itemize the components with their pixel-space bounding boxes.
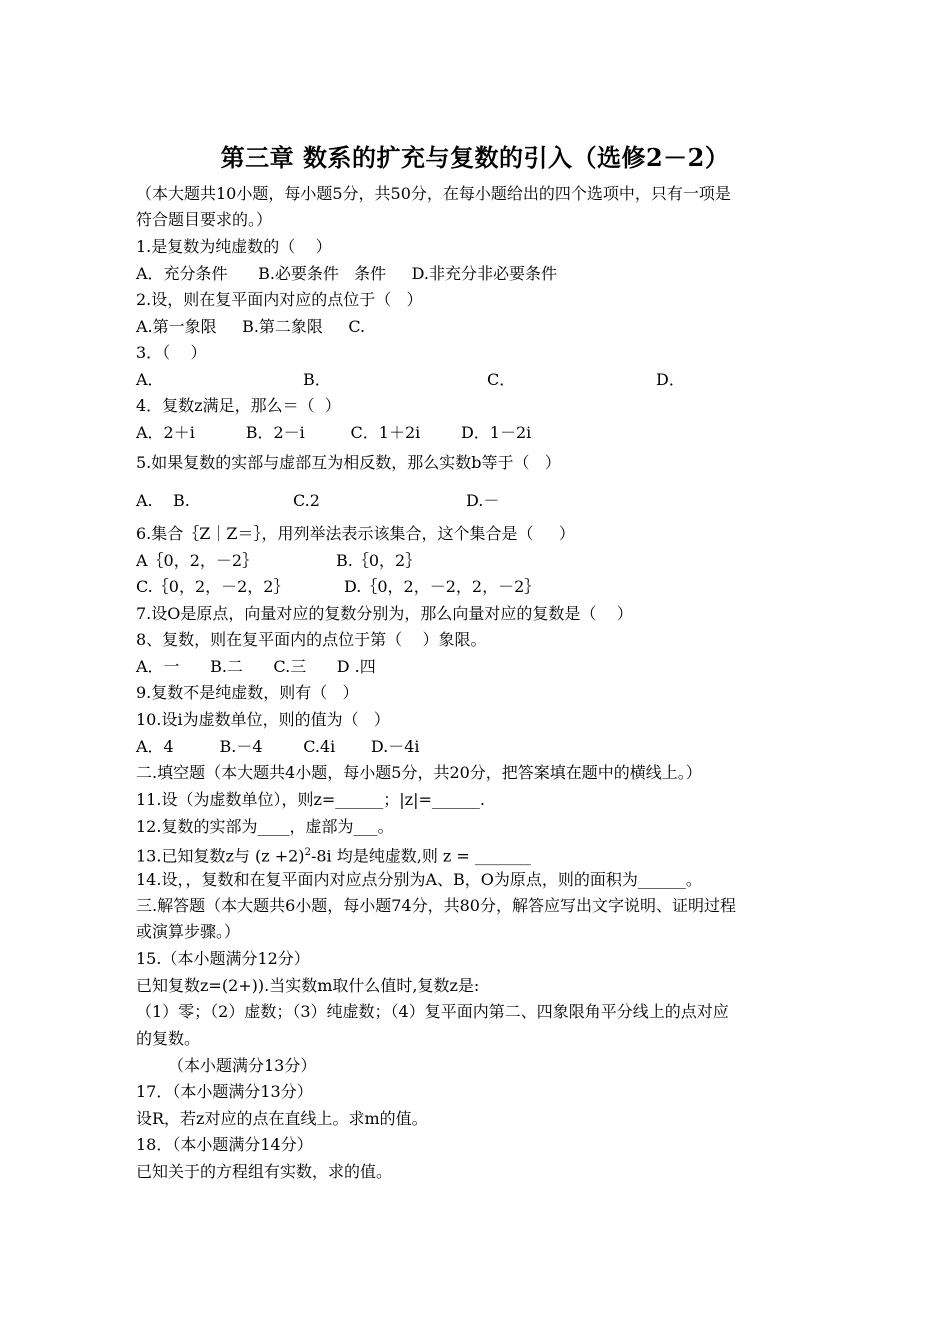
section-2-heading: 二.填空题（本大题共4小题，每小题5分，共20分，把答案填在题中的横线上。） [136,763,702,782]
question-4-options: A．2＋i B．2－i C．1＋2i D．1－2i [136,423,532,442]
question-1-options: A．充分条件 B.必要条件 条件 D.非充分非必要条件 [136,264,557,283]
question-18: 18．（本小题满分14分） [136,1135,313,1154]
question-6-option-b: B.｛0，2｝ [336,551,422,570]
question-7: 7.设O是原点，向量对应的复数分别为，那么向量对应的复数是（ ） [136,604,633,623]
question-18-text: 已知关于的方程组有实数，求的值。 [136,1162,393,1181]
question-5: 5.如果复数的实部与虚部互为相反数，那么实数b等于（ ） [136,453,561,472]
question-6-option-d: D.｛0，2，－2，2，－2｝ [344,577,541,596]
question-3-option-b: B． [303,370,331,389]
question-6-option-a: A｛0，2，－2｝ [136,551,259,570]
question-13-post: -8i 均是纯虚数,则 z = _______ [310,846,531,866]
question-15-text: 已知复数z=(2+)).当实数m取什么值时,复数z是: [136,976,480,995]
section-3-heading-line1: 三.解答题（本大题共6小题，每小题74分，共80分，解答应写出文字说明、证明过程 [136,896,736,915]
question-3-option-d: D． [656,370,685,389]
section-3-heading-line2: 或演算步骤。） [136,922,241,941]
question-13-pre: 13.已知复数z与 (z +2) [136,846,305,866]
question-16: （本小题满分13分） [168,1056,317,1075]
question-15-parts-line1: （1）零；（2）虚数；（3）纯虚数；（4）复平面内第二、四象限角平分线上的点对应 [136,1002,729,1021]
question-9: 9.复数不是纯虚数，则有（ ） [136,683,359,702]
question-12: 12.复数的实部为____，虚部为___。 [136,817,394,836]
page-title: 第三章 数系的扩充与复数的引入（选修2－2） [220,143,730,172]
question-3-option-a: A． [136,370,164,389]
section-intro-line1: （本大题共10小题，每小题5分，共50分，在每小题给出的四个选项中，只有一项是 [136,184,731,203]
question-4: 4．复数z满足，那么＝（ ） [136,396,341,415]
question-11: 11.设（为虚数单位），则z=______；|z|=______. [136,790,485,809]
question-17-text: 设R，若z对应的点在直线上。求m的值。 [136,1109,428,1128]
question-13-superscript: 2 [304,847,311,858]
question-15-parts-line2: 的复数。 [136,1029,201,1048]
question-1: 1.是复数为纯虚数的（ ） [136,237,332,256]
question-17: 17．（本小题满分13分） [136,1082,313,1101]
question-5-options-ab: A. B. [136,491,190,510]
question-6: 6.集合｛Z｜Z＝｝，用列举法表示该集合，这个集合是（ ） [136,524,575,543]
question-6-option-c: C.｛0，2，－2，2｝ [136,577,290,596]
question-2-options: A.第一象限 B.第二象限 C. [136,317,366,336]
question-8-options: A．一 B.二 C.三 D .四 [136,657,376,676]
question-15: 15.（本小题满分12分） [136,949,310,968]
section-intro-line2: 符合题目要求的。） [136,210,273,229]
question-8: 8、复数，则在复平面内的点位于第（ ）象限。 [136,630,487,649]
question-10: 10.设i为虚数单位，则的值为（ ） [136,710,390,729]
question-3: 3．（ ） [136,343,207,362]
question-5-option-c: C.2 [293,491,320,510]
question-14: 14.设，，复数和在复平面内对应点分别为A、B，O为原点，则的面积为______。 [136,870,702,889]
question-2: 2.设，则在复平面内对应的点位于（ ） [136,290,423,309]
question-10-options: A．4 B.－4 C.4i D.－4i [136,737,420,756]
question-3-option-c: C． [487,370,516,389]
question-5-option-d: D.－ [466,491,500,510]
question-13 [136,843,531,866]
